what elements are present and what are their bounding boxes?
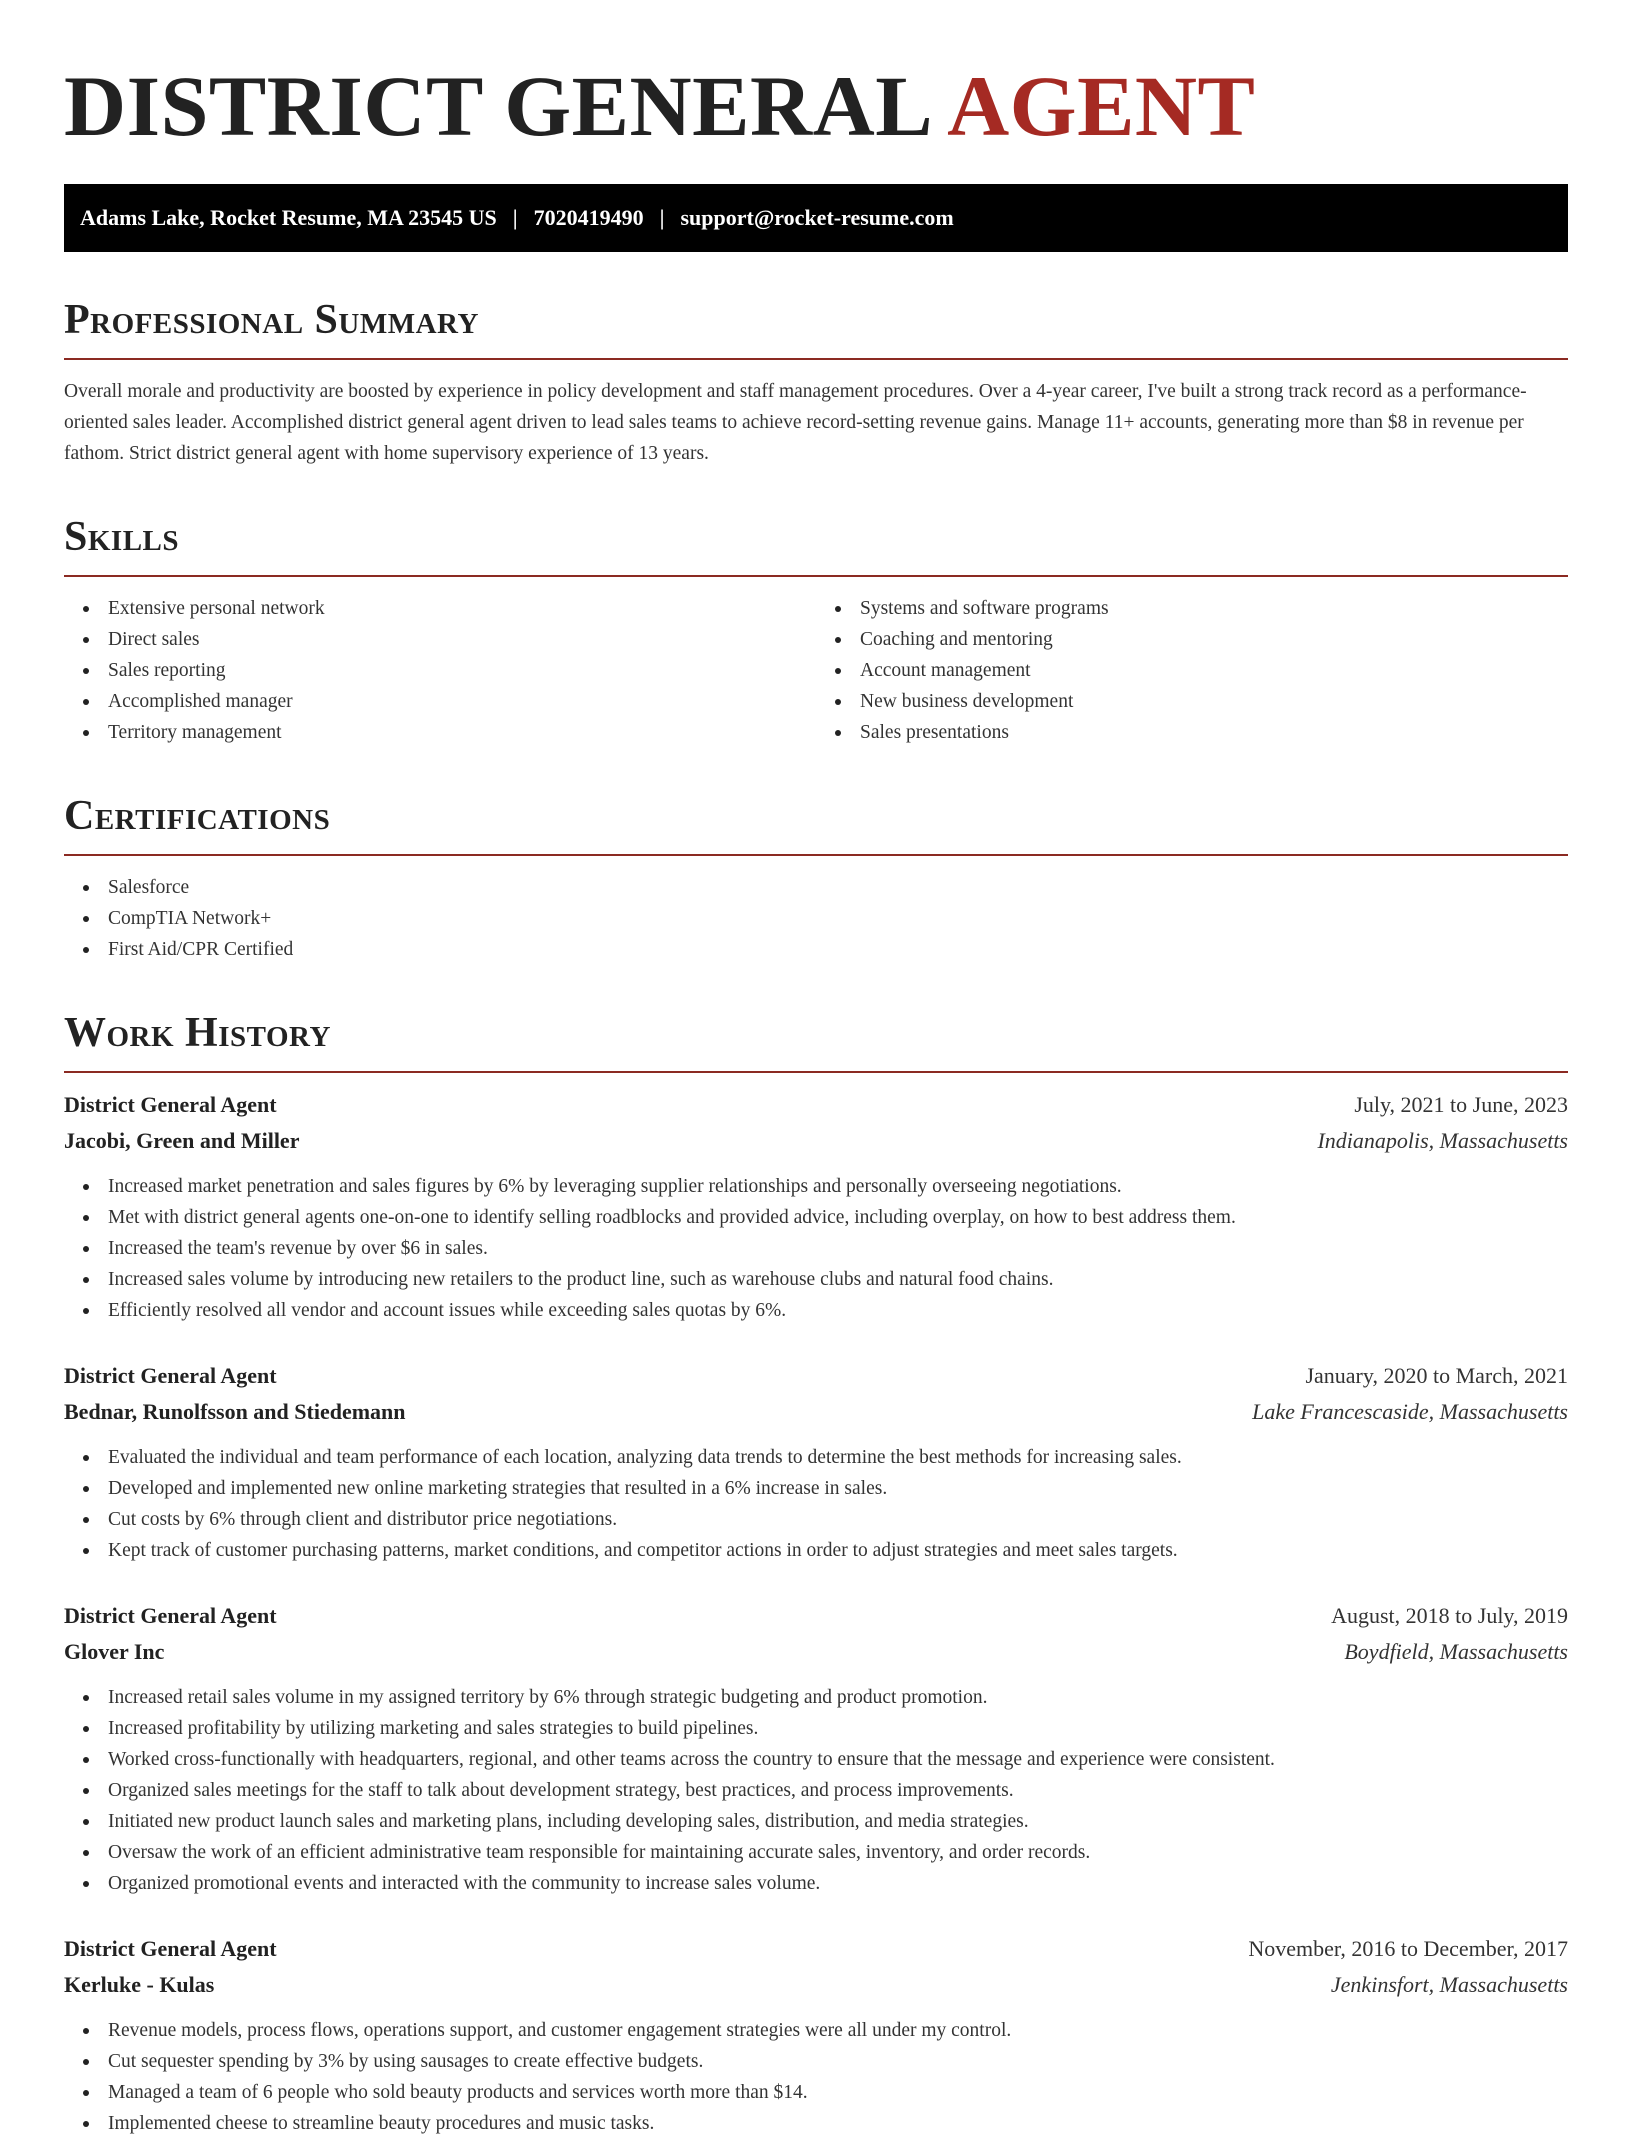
skill-item: Extensive personal network bbox=[108, 593, 816, 624]
job-bullet: Increased retail sales volume in my assigned territory by 6% through strategic budgeting and product promotion. bbox=[108, 1682, 1568, 1713]
job-bullet: Revenue models, process flows, operations support, and customer engagement strategies were all under my control. bbox=[108, 2015, 1568, 2046]
job-bullet: Organized sales meetings for the staff to talk about development strategy, best practices, and process improvements. bbox=[108, 1775, 1568, 1806]
job-bullets bbox=[64, 1442, 1568, 1566]
job-bullet: Worked cross-functionally with headquarters, regional, and other teams across the country to ensure that the message and experience were consistent. bbox=[108, 1744, 1568, 1775]
job-bullet: Kept track of customer purchasing patterns, market conditions, and competitor actions in order to adjust strategies and meet sales targets. bbox=[108, 1535, 1568, 1566]
job-company: Glover Inc bbox=[64, 1639, 165, 1664]
job-bullet: Implemented cheese to streamline beauty procedures and music tasks. bbox=[108, 2108, 1568, 2139]
resume-name-heading bbox=[64, 56, 1568, 156]
job-bullet: Cut costs by 6% through client and distributor price negotiations. bbox=[108, 1504, 1568, 1535]
skill-item: Sales reporting bbox=[108, 655, 816, 686]
contact-separator: | bbox=[659, 205, 665, 230]
job-bullet: Increased market penetration and sales figures by 6% by leveraging supplier relationships and personally overseeing negotiations. bbox=[108, 1171, 1568, 1202]
job-title-row bbox=[64, 1931, 1568, 1967]
job-company-row bbox=[64, 1967, 1568, 2003]
summary-section-title: Professional Summary bbox=[64, 296, 1568, 360]
skill-item: Account management bbox=[860, 655, 1568, 686]
job-bullet: Cut sequester spending by 3% by using sausages to create effective budgets. bbox=[108, 2046, 1568, 2077]
skills-list-right bbox=[816, 593, 1568, 748]
job-bullet: Initiated new product launch sales and marketing plans, including developing sales, distribution, and media strategies. bbox=[108, 1806, 1568, 1837]
job-title: District General Agent bbox=[64, 1936, 277, 1961]
name-accent-part: AGENT bbox=[947, 58, 1256, 154]
job-location: Boydfield, Massachusetts bbox=[1344, 1639, 1568, 1664]
job-entry bbox=[64, 1931, 1568, 2139]
work-history-section-title: Work History bbox=[64, 1009, 1568, 1073]
name-first-part: DISTRICT GENERAL bbox=[64, 58, 934, 154]
job-dates: August, 2018 to July, 2019 bbox=[1331, 1603, 1568, 1628]
job-company: Jacobi, Green and Miller bbox=[64, 1128, 300, 1153]
skill-item: Coaching and mentoring bbox=[860, 624, 1568, 655]
job-company-row bbox=[64, 1394, 1568, 1430]
certification-item: First Aid/CPR Certified bbox=[108, 934, 1568, 965]
job-title-row bbox=[64, 1358, 1568, 1394]
job-bullet: Organized promotional events and interacted with the community to increase sales volume. bbox=[108, 1868, 1568, 1899]
job-company-row bbox=[64, 1634, 1568, 1670]
job-location: Jenkinsfort, Massachusetts bbox=[1330, 1972, 1568, 1997]
job-title: District General Agent bbox=[64, 1603, 277, 1628]
job-dates: July, 2021 to June, 2023 bbox=[1354, 1092, 1568, 1117]
contact-address: Adams Lake, Rocket Resume, MA 23545 US bbox=[80, 205, 497, 230]
contact-separator: | bbox=[512, 205, 518, 230]
certification-item: CompTIA Network+ bbox=[108, 903, 1568, 934]
certification-item: Salesforce bbox=[108, 872, 1568, 903]
job-bullet: Increased the team's revenue by over $6 in sales. bbox=[108, 1233, 1568, 1264]
job-bullet: Oversaw the work of an efficient administrative team responsible for maintaining accurate sales, inventory, and order records. bbox=[108, 1837, 1568, 1868]
contact-bar bbox=[64, 184, 1568, 252]
skills-list-left bbox=[64, 593, 816, 748]
skill-item: New business development bbox=[860, 686, 1568, 717]
job-title: District General Agent bbox=[64, 1363, 277, 1388]
job-bullet: Efficiently resolved all vendor and account issues while exceeding sales quotas by 6%. bbox=[108, 1295, 1568, 1326]
job-title-row bbox=[64, 1087, 1568, 1123]
summary-text: Overall morale and productivity are boosted by experience in policy development and staff management procedures. Over a 4-year career, I've built a strong track record as a performance-oriented sales leader. Accomplished district general agent driven to lead sales teams to achieve record-setting revenue gains. Manage 11+ accounts, generating more than $8 in revenue per fathom. Strict district general agent with home supervisory experience of 13 years. bbox=[64, 381, 1527, 464]
job-bullet: Managed a team of 6 people who sold beauty products and services worth more than $14. bbox=[108, 2077, 1568, 2108]
job-bullet: Met with district general agents one-on-one to identify selling roadblocks and provided advice, including overplay, on how to best address them. bbox=[108, 1202, 1568, 1233]
job-title-row bbox=[64, 1598, 1568, 1634]
job-company: Bednar, Runolfsson and Stiedemann bbox=[64, 1399, 406, 1424]
skill-item: Sales presentations bbox=[860, 717, 1568, 748]
job-bullet: Increased sales volume by introducing new retailers to the product line, such as warehouse clubs and natural food chains. bbox=[108, 1264, 1568, 1295]
job-bullets bbox=[64, 1171, 1568, 1326]
skill-item: Direct sales bbox=[108, 624, 816, 655]
job-company-row bbox=[64, 1123, 1568, 1159]
job-bullets bbox=[64, 1682, 1568, 1899]
job-bullets bbox=[64, 2015, 1568, 2139]
skill-item: Accomplished manager bbox=[108, 686, 816, 717]
job-title: District General Agent bbox=[64, 1092, 277, 1117]
job-dates: January, 2020 to March, 2021 bbox=[1305, 1363, 1568, 1388]
skills-grid bbox=[64, 593, 1568, 748]
job-bullet: Developed and implemented new online marketing strategies that resulted in a 6% increase in sales. bbox=[108, 1473, 1568, 1504]
contact-email: support@rocket-resume.com bbox=[680, 205, 954, 230]
certifications-section-title: Certifications bbox=[64, 792, 1568, 856]
job-dates: November, 2016 to December, 2017 bbox=[1248, 1936, 1568, 1961]
skill-item: Territory management bbox=[108, 717, 816, 748]
job-bullet: Increased profitability by utilizing marketing and sales strategies to build pipelines. bbox=[108, 1713, 1568, 1744]
skills-section-title: Skills bbox=[64, 513, 1568, 577]
job-entry bbox=[64, 1598, 1568, 1899]
job-entry bbox=[64, 1358, 1568, 1566]
certifications-list bbox=[64, 872, 1568, 965]
job-location: Indianapolis, Massachusetts bbox=[1317, 1128, 1568, 1153]
job-location: Lake Francescaside, Massachusetts bbox=[1252, 1399, 1568, 1424]
job-company: Kerluke - Kulas bbox=[64, 1972, 215, 1997]
contact-phone: 7020419490 bbox=[533, 205, 644, 230]
job-entry bbox=[64, 1087, 1568, 1326]
skill-item: Systems and software programs bbox=[860, 593, 1568, 624]
job-bullet: Evaluated the individual and team performance of each location, analyzing data trends to determine the best methods for increasing sales. bbox=[108, 1442, 1568, 1473]
